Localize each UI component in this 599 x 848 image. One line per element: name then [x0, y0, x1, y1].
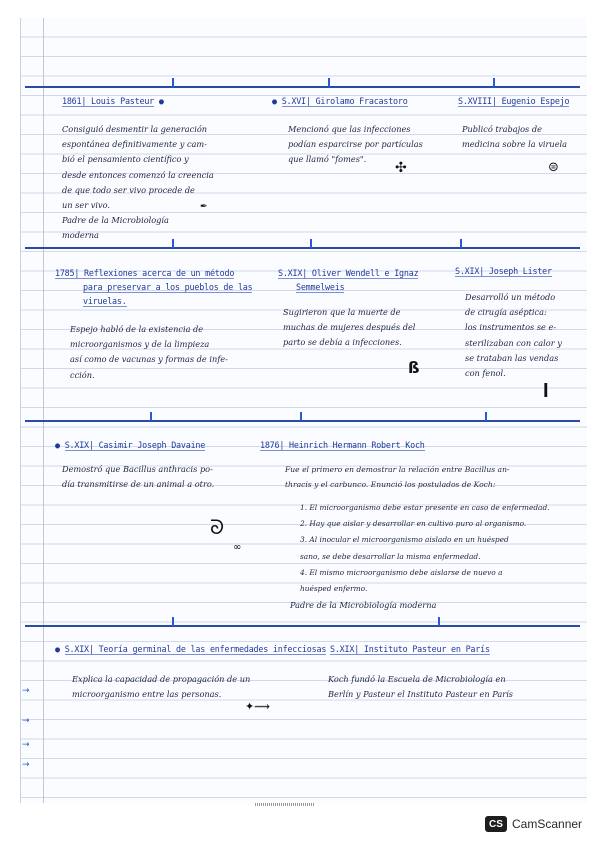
camscanner-label: CamScanner: [512, 817, 583, 831]
arrow-icon: →: [22, 740, 30, 750]
timeline-marker: [328, 78, 330, 87]
entry-title: 1861| Louis Pasteur ●: [62, 96, 164, 106]
timeline-1: [25, 86, 580, 88]
timeline-3: [25, 420, 580, 422]
arrow-icon: →: [22, 686, 30, 696]
timeline-marker: [310, 239, 312, 248]
entry-text: Demostró que Bacillus anthracis po- día transmitirse de un animal a otro.: [62, 464, 215, 490]
doodle-icon: ⊜: [548, 160, 559, 175]
entry-title: 1876| Heinrich Hermann Robert Koch: [260, 440, 425, 450]
arrow-icon: →: [22, 716, 30, 726]
entry-title: 1785| Reflexiones acerca de un método para preservar a los pueblos de las viruelas.: [55, 268, 253, 306]
scan-artifact: [255, 803, 315, 806]
timeline-4: [25, 625, 580, 627]
doodle-icon: ǀ: [543, 380, 549, 398]
entry-text: Publicó trabajos de medicina sobre la viruela: [462, 124, 568, 150]
entry-text: Explica la capacidad de propagación de un microorganismo entre las personas.: [72, 674, 251, 700]
timeline-2: [25, 247, 580, 249]
entry-title: S.XIX| Oliver Wendell e Ignaz Semmelweis: [278, 268, 419, 292]
doodle-icon: ✣: [395, 160, 407, 176]
entry-title: ● S.XVI| Girolamo Fracastoro: [272, 96, 408, 106]
timeline-marker: [172, 617, 174, 626]
margin-line: [43, 18, 44, 803]
entry-title: ● S.XIX| Teoría germinal de las enfermedades infecciosas: [55, 644, 327, 654]
entry-title: S.XVIII| Eugenio Espejo: [458, 96, 570, 106]
arrow-icon: →: [22, 760, 30, 770]
entry-text: Mencionó que las infecciones podían esparcirse por partículas que llamó "fomes".: [288, 124, 423, 165]
koch-postulates: 1. El microorganismo debe estar presente en caso de enfermedad. 2. Hay que aislar y desarrollar en cultivo puro al organismo. 3. Al inocular el microorganismo aislado en un huésped sano, se debe desarrollar la misma enfermedad. 4. El mismo microorganismo debe aislarse de nuevo a huésped enfermo.: [300, 503, 550, 594]
timeline-marker: [150, 412, 152, 421]
entry-title: S.XIX| Instituto Pasteur en París: [330, 644, 490, 654]
timeline-marker: [493, 78, 495, 87]
timeline-marker: [172, 78, 174, 87]
timeline-marker: [460, 239, 462, 248]
timeline-marker: [485, 412, 487, 421]
camscanner-logo-icon: CS: [485, 816, 507, 832]
entry-text: Fue el primero en demostrar la relación entre Bacillus an- thracis y el carbunco. Enunció los postulados de Koch:: [285, 465, 510, 490]
entry-title: ● S.XIX| Casimir Joseph Davaine: [55, 440, 206, 450]
entry-text: Koch fundó la Escuela de Microbiología en Berlín y Pasteur el Instituto Pasteur en París: [328, 674, 513, 700]
entry-text: Consiguió desmentir la generación espontánea definitivamente y cam- bió el pensamiento científico y desde entonces comenzó la creencia de que todo ser vivo procede de un ser vivo. Padre de la Microbiología moderna: [62, 124, 214, 241]
doodle-icon: ∞: [233, 542, 242, 553]
doodle-icon: ✒: [200, 202, 208, 212]
entry-title: S.XIX| Joseph Lister: [455, 266, 552, 276]
entry-text: Espejo habló de la existencia de microorganismos y de la limpieza así como de vacunas y formas de infe- cción.: [70, 324, 228, 380]
doodle-icon: ß: [408, 358, 420, 377]
camscanner-watermark: [485, 816, 582, 832]
doodle-icon: ✦⟿: [245, 700, 270, 713]
entry-text: Sugirieron que la muerte de muchas de mujeres después del parto se debía a infecciones.: [283, 307, 416, 348]
entry-text: Padre de la Microbiología moderna: [290, 600, 437, 610]
doodle-icon: ᘐ: [210, 515, 225, 539]
timeline-marker: [300, 412, 302, 421]
timeline-marker: [438, 617, 440, 626]
entry-text: Desarrolló un método de cirugía aséptica: los instrumentos se e- sterilizaban con calor y se trataban las vendas con fenol.: [465, 292, 562, 379]
